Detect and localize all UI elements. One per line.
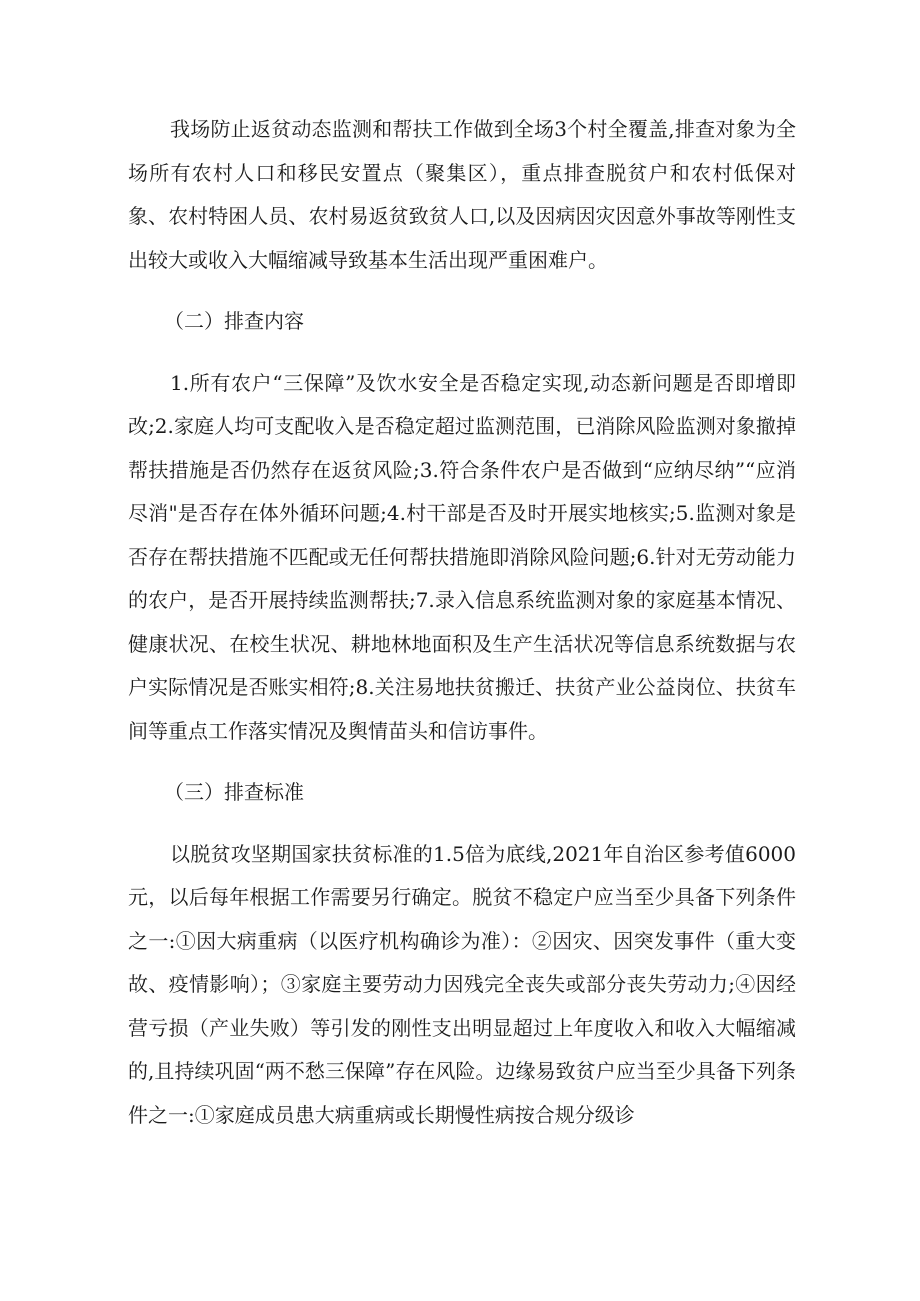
paragraph-standard: 以脱贫攻坚期国家扶贫标准的1.5倍为底线,2021年自治区参考值6000元，以后每年根据工作需要另行确定。脱贫不稳定户应当至少具备下列条件之一:①因大病重病（以医疗机构确诊为准）：②因灾、因突发事件（重大变故、疫情影响）；③家庭主要劳动力因残完全丧失或部分丧失劳动力;④因经营亏损（产业失败）等引发的刚性支出明显超过上年度收入和收入大幅缩减的,且持续巩固“两不愁三保障”存在风险。边缘易致贫户应当至少具备下列条件之一:①家庭成员患大病重病或长期慢性病按合规分级诊 [128,841,796,1127]
document-body [128,108,796,1137]
section-heading-standard: （三）排查标准 [164,780,304,804]
section-heading-content: （二）排查内容 [164,309,304,333]
paragraph-scope: 我场防止返贫动态监测和帮扶工作做到全场3个村全覆盖,排查对象为全场所有农村人口和移民安置点（聚集区），重点排查脱贫户和农村低保对象、农村特困人员、农村易返贫致贫人口,以及因病因灾因意外事故等刚性支出较大或收入大幅缩减导致基本生活出现严重困难户。 [128,117,796,272]
paragraph-content: 1.所有农户“三保障”及饮水安全是否稳定实现,动态新问题是否即增即改;2.家庭人均可支配收入是否稳定超过监测范围，已消除风险监测对象撤掉帮扶措施是否仍然存在返贫风险;3.符合条件农户是否做到“应纳尽纳”“应消尽消"是否存在体外循环问题;4.村干部是否及时开展实地核实;5.监测对象是否存在帮扶措施不匹配或无任何帮扶措施即消除风险问题;6.针对无劳动能力的农户，是否开展持续监测帮扶;7.录入信息系统监测对象的家庭基本情况、健康状况、在校生状况、耕地林地面积及生产生活状况等信息系统数据与农户实际情况是否账实相符;8.关注易地扶贫搬迁、扶贫产业公益岗位、扶贫车间等重点工作落实情况及舆情苗头和信访事件。 [128,370,796,743]
